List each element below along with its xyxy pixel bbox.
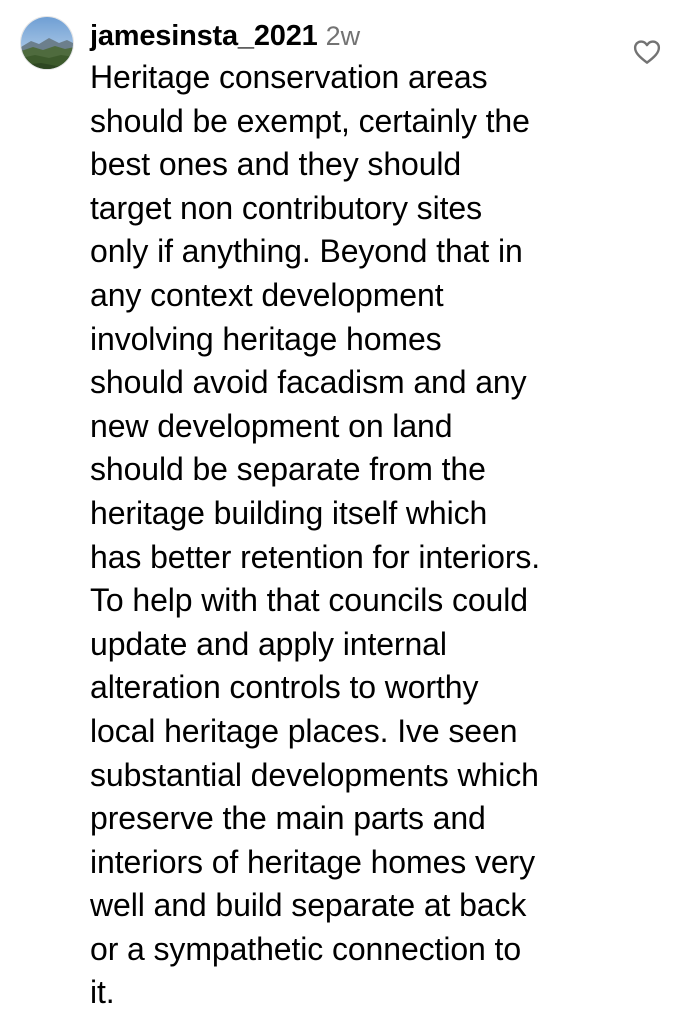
user-avatar[interactable] (20, 16, 74, 70)
comment-text-line: preserve the main parts and (90, 800, 486, 837)
comment-text-line: heritage building itself which (90, 494, 488, 531)
comment-text-line: alteration controls to worthy (90, 669, 479, 706)
comment-text-line: target non contributory sites (90, 189, 482, 226)
landscape-avatar-image (21, 17, 74, 70)
comment-text-line: any context development (90, 276, 444, 313)
comment-text-line: local heritage places. Ive seen (90, 712, 518, 749)
comment-text-line: involving heritage homes (90, 320, 442, 357)
comment-text-line: substantial developments which (90, 756, 539, 793)
comment-text-line: should be exempt, certainly the (90, 102, 530, 139)
comment-text-line: only if anything. Beyond that in (90, 233, 523, 270)
comment-body (90, 14, 630, 1015)
comment-text-line: should be separate from the (90, 451, 486, 488)
comment-text-line: new development on land (90, 407, 453, 444)
comment-timestamp[interactable]: 2w (325, 21, 361, 51)
comment-text (90, 56, 630, 1015)
comment-text-line: or a sympathetic connection to (90, 930, 522, 967)
heart-outline-icon (632, 37, 662, 67)
comment-text-line: best ones and they should (90, 146, 462, 183)
comment-text-line: well and build separate at back (90, 887, 527, 924)
comment-text-line: interiors of heritage homes very (90, 843, 536, 880)
comment-text-line: Heritage conservation areas (90, 59, 488, 95)
comment-text-line: should avoid facadism and any (90, 364, 527, 401)
comment-text-line: update and apply internal (90, 625, 447, 662)
like-button[interactable] (632, 37, 662, 67)
comment-text-line: it. (90, 974, 115, 1011)
comment-text-line: has better retention for interiors. (90, 538, 541, 575)
comment-username[interactable]: jamesinsta_2021 (90, 20, 318, 52)
comment-meta (90, 14, 630, 58)
comment-text-line: To help with that councils could (90, 582, 528, 619)
